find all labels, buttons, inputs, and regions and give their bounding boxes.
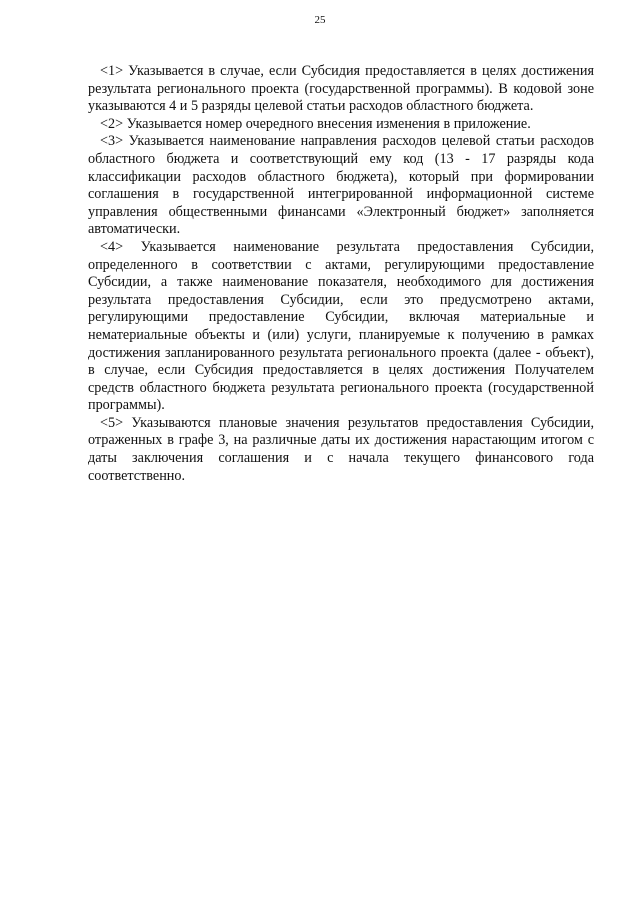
footnote-5: <5> Указываются плановые значения результатов предоставления Субсидии, отраженных в графе 3, на различные даты их достижения нарастающим итогом с даты заключения соглашения и с начала текущего финансового года соответственно.: [88, 414, 594, 484]
footnote-1: <1> Указывается в случае, если Субсидия предоставляется в целях достижения результата регионального проекта (государственной программы). В кодовой зоне указываются 4 и 5 разряды целевой статьи расходов областного бюджета.: [88, 63, 594, 115]
page-number: 25: [314, 14, 326, 26]
footnote-3: <3> Указывается наименование направления расходов целевой статьи расходов областного бюджета и соответствующий ему код (13 - 17 разряды кода классификации расходов областного бюджета), который при формировании соглашения в государственной интегрированной информационной системе управления общественными финансами «Электронный бюджет» заполняется автоматически.: [88, 133, 594, 238]
footnotes-section: [88, 63, 594, 485]
footnote-4: <4> Указывается наименование результата предоставления Субсидии, определенного в соответствии с актами, регулирующими предоставление Субсидии, а также наименование показателя, необходимого для достижения результата предоставления Субсидии, если это предусмотрено актами, регулирующими предоставление Субсидии, включая материальные и нематериальные объекты и (или) услуги, планируемые к получению в рамках достижения запланированного результата регионального проекта (далее - объект), в случае, если Субсидия предоставляется в целях достижения Получателем средств областного бюджета результата регионального проекта (государственной программы).: [88, 238, 594, 414]
footnote-2: <2> Указывается номер очередного внесения изменения в приложение.: [100, 115, 531, 132]
